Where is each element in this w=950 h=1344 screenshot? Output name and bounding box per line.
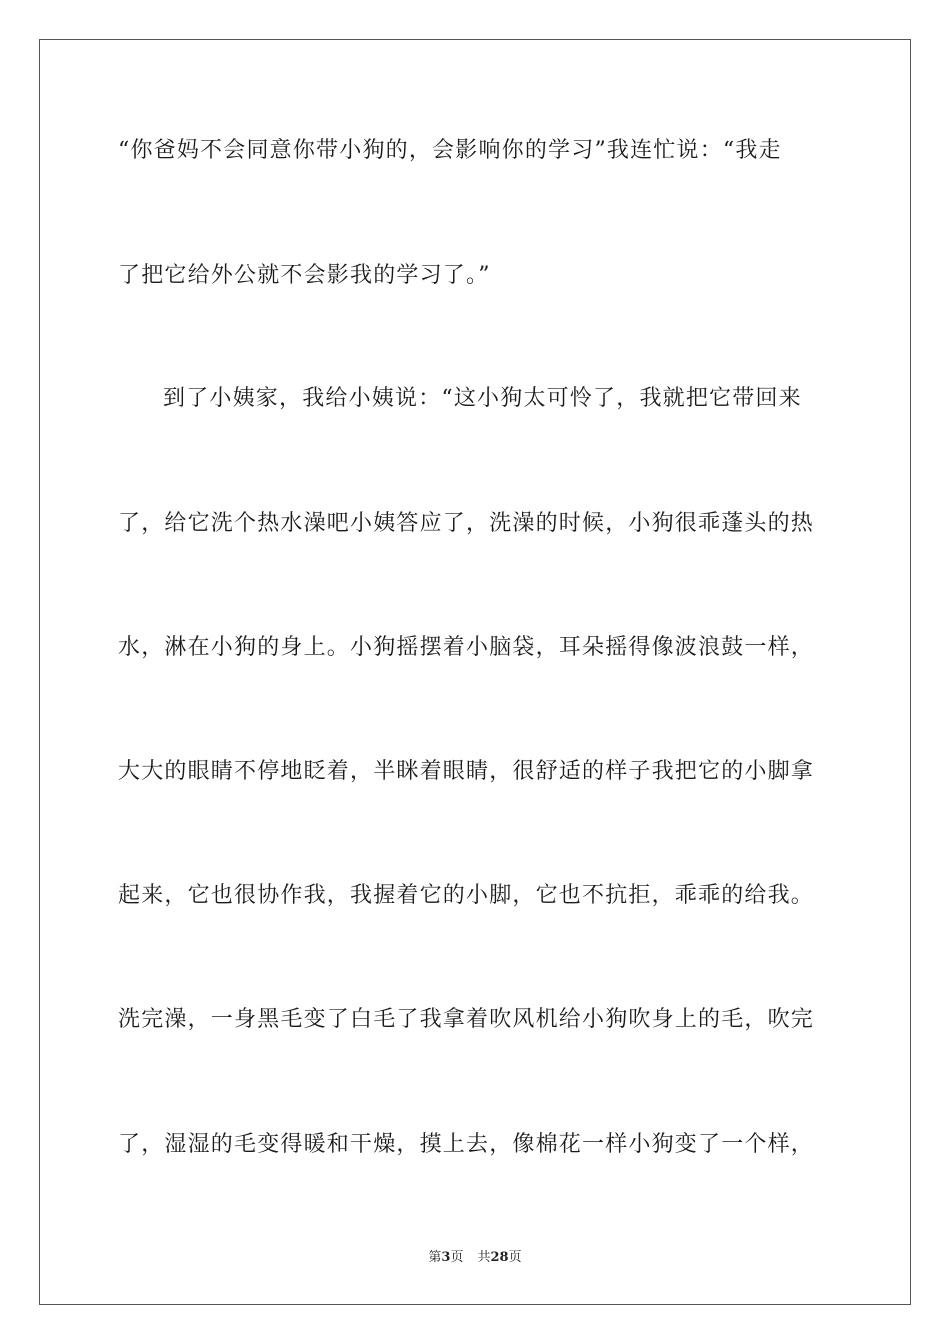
body-line-7: 起来，它也很协作我，我握着它的小脚，它也不抗拒，乖乖的给我。 — [118, 883, 815, 908]
body-line-2: 了把它给外公就不会影我的学习了。” — [118, 263, 491, 288]
body-line-6: 大大的眼睛不停地眨着，半眯着眼睛，很舒适的样子我把它的小脚拿 — [118, 759, 815, 784]
page-prefix: 第 — [428, 1250, 442, 1265]
total-suffix: 页 — [508, 1250, 522, 1265]
page-border — [39, 39, 911, 1305]
body-line-5: 水，淋在小狗的身上。小狗摇摆着小脑袋，耳朵摇得像波浪鼓一样， — [118, 635, 815, 660]
page-suffix: 页 — [450, 1250, 464, 1265]
body-line-4: 了，给它洗个热水澡吧小姨答应了，洗澡的时候，小狗很乖蓬头的热 — [118, 511, 815, 536]
current-page-number: 3 — [441, 1250, 451, 1265]
body-line-8: 洗完澡，一身黑毛变了白毛了我拿着吹风机给小狗吹身上的毛，吹完 — [118, 1007, 815, 1032]
page-footer — [0, 1250, 950, 1266]
body-line-9: 了，湿湿的毛变得暖和干燥，摸上去，像棉花一样小狗变了一个样， — [118, 1132, 815, 1157]
body-line-1: “你爸妈不会同意你带小狗的，会影响你的学习”我连忙说：“我走 — [118, 138, 782, 163]
total-prefix: 共 — [477, 1250, 491, 1265]
total-page-number: 28 — [490, 1250, 509, 1265]
body-line-3: 到了小姨家，我给小姨说：“这小狗太可怜了，我就把它带回来 — [163, 386, 802, 411]
